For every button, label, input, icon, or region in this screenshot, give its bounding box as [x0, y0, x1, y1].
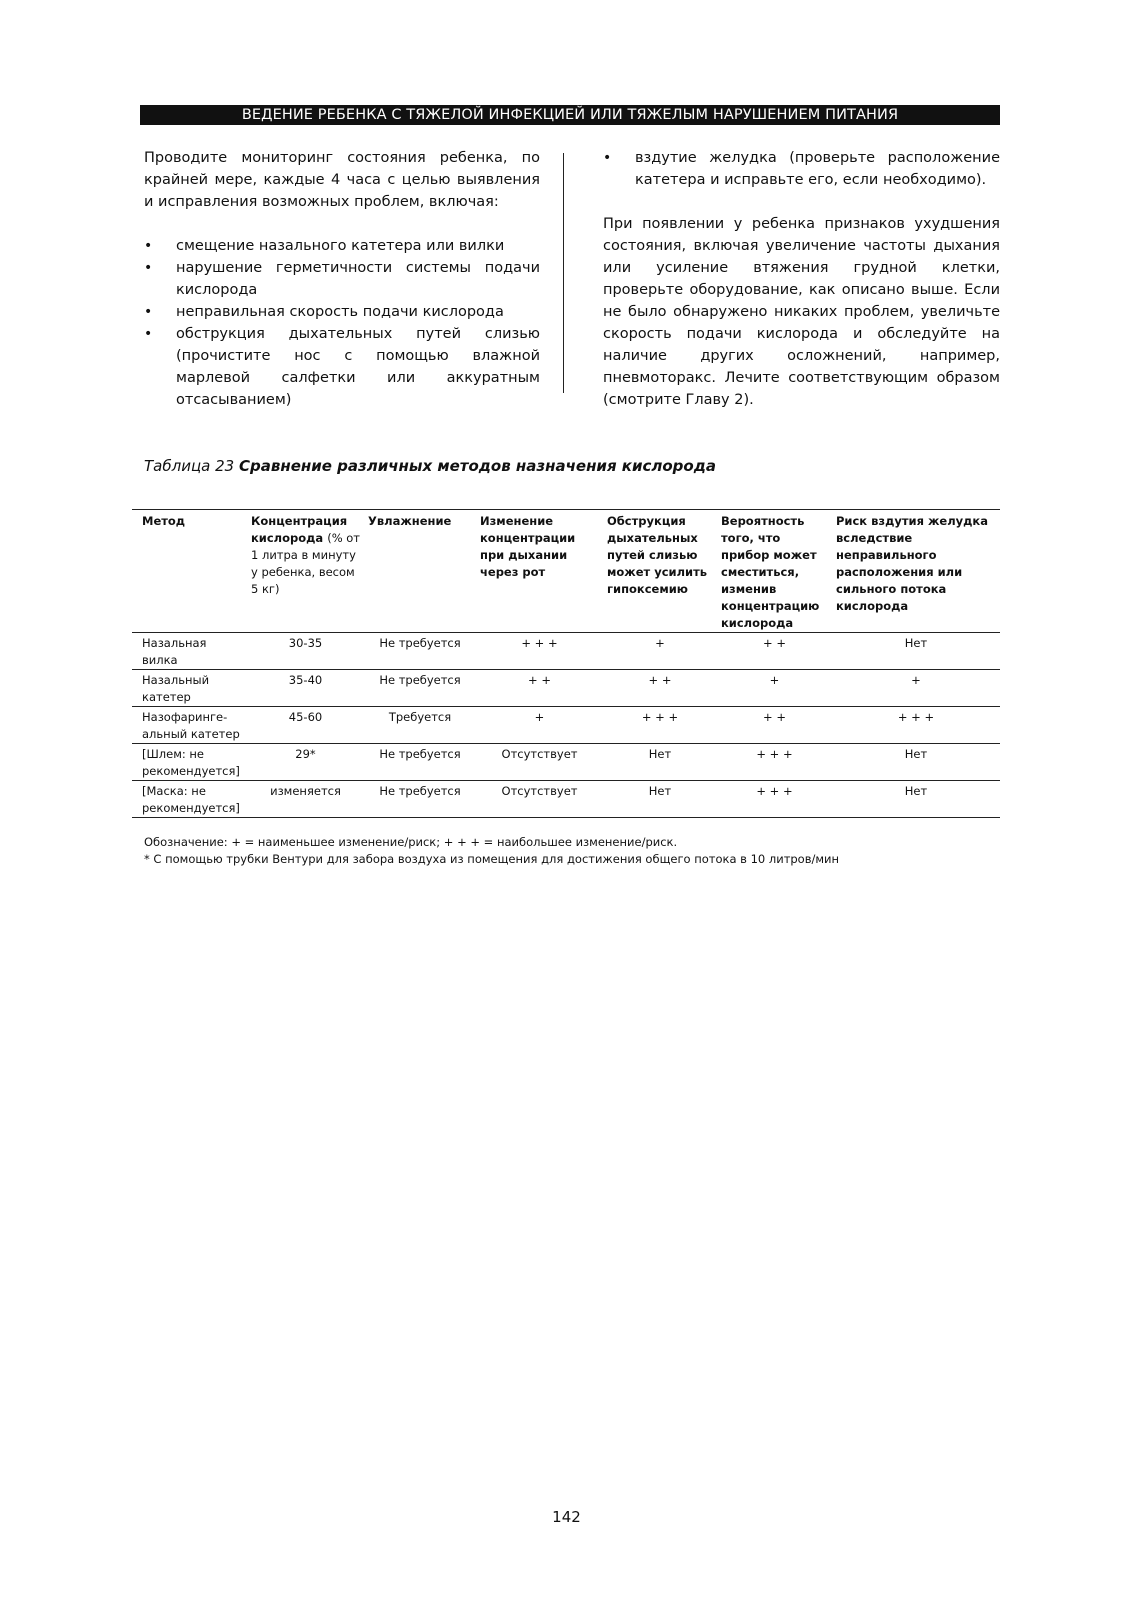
table-header-row [132, 510, 1000, 633]
left-column [144, 147, 540, 411]
cell-change: + + [528, 673, 551, 687]
cell-risk: + [911, 673, 921, 687]
table-notes [144, 834, 839, 868]
cell-probability: + + [763, 636, 786, 650]
cell-change: Отсутствует [501, 784, 578, 798]
cell-risk: Нет [904, 636, 928, 650]
bullet-icon: • [144, 326, 153, 342]
bullet-icon: • [144, 304, 153, 320]
list-item: • смещение назального катетера или вилки [144, 235, 540, 257]
table-row [132, 707, 1000, 744]
right-column [603, 147, 1000, 411]
cell-probability: + + + [756, 747, 793, 761]
cell-humidification: Не требуется [379, 636, 461, 650]
cell-humidification: Требуется [388, 710, 452, 724]
list-item: • неправильная скорость подачи кислорода [144, 301, 540, 323]
cell-method: Назальный катетер [142, 673, 210, 704]
cell-probability: + + + [756, 784, 793, 798]
cell-concentration: изменяется [270, 784, 341, 798]
problem-list-continued [603, 147, 1000, 191]
chapter-banner: ВЕДЕНИЕ РЕБЕНКА С ТЯЖЕЛОЙ ИНФЕКЦИЕЙ ИЛИ ТЯЖЕЛЫМ НАРУШЕНИЕМ ПИТАНИЯ [140, 105, 1000, 125]
cell-concentration: 29* [295, 747, 316, 761]
cell-method: Назофаринге-альный катетер [142, 710, 240, 741]
cell-humidification: Не требуется [379, 784, 461, 798]
cell-change: Отсутствует [501, 747, 578, 761]
table-caption [144, 457, 716, 475]
header-method: Метод [142, 514, 186, 528]
header-change: Изменение концентрации при дыхании через рот [480, 514, 576, 579]
cell-humidification: Не требуется [379, 747, 461, 761]
header-risk: Риск вздутия желудка вследствие неправильного расположения или сильного потока кислорода [836, 514, 988, 613]
bullet-icon: • [144, 260, 153, 276]
page-number: 142 [552, 1508, 581, 1526]
cell-change: + [534, 710, 545, 724]
cell-obstruction: + + + [641, 710, 679, 724]
list-item: • вздутие желудка (проверьте расположение катетера и исправьте его, если необходимо). [603, 147, 1000, 191]
cell-obstruction: Нет [648, 784, 672, 798]
cell-concentration: 35-40 [288, 673, 323, 687]
header-concentration: Концентрация кислорода (% от 1 литра в минуту у ребенка, весом 5 кг) [251, 514, 361, 596]
cell-risk: + + + [897, 710, 935, 724]
table-caption-label: Таблица 23 [144, 457, 235, 475]
table-legend: Обозначение: + = наименьшее изменение/риск; + + + = наибольшее изменение/риск. [144, 835, 678, 849]
intro-paragraph: Проводите мониторинг состояния ребенка, по крайней мере, каждые 4 часа с целью выявления и исправления возможных проблем, включая: [144, 150, 540, 210]
problem-list [144, 235, 540, 411]
table-caption-title: Сравнение различных методов назначения кислорода [238, 457, 716, 475]
list-item: • нарушение герметичности системы подачи кислорода [144, 257, 540, 301]
table-row [132, 633, 1000, 670]
cell-risk: Нет [904, 747, 928, 761]
header-obstruction: Обструкция дыхательных путей слизью может усилить гипоксемию [607, 514, 708, 596]
table-row [132, 744, 1000, 781]
column-divider [563, 153, 564, 393]
cell-concentration: 30-35 [288, 636, 323, 650]
cell-concentration: 45-60 [288, 710, 323, 724]
table-row [132, 670, 1000, 707]
oxygen-methods-table [132, 509, 1000, 818]
cell-method: [Шлем: не рекомендуется] [142, 747, 240, 778]
cell-change: + + + [521, 636, 558, 650]
cell-obstruction: + + [648, 673, 672, 687]
cell-risk: Нет [904, 784, 928, 798]
cell-obstruction: + [655, 636, 665, 650]
cell-probability: + + [763, 710, 786, 724]
cell-method: Назальная вилка [142, 636, 207, 667]
header-humidification: Увлажнение [368, 514, 452, 528]
deterioration-paragraph: При появлении у ребенка признаков ухудшения состояния, включая увеличение частоты дыхания или усиление втяжения грудной клетки, проверьте оборудование, как описано выше. Если не было обнаружено никаких проблем, увеличьте скорость подачи кислорода и обследуйте на наличие других осложнений, например, пневмоторакс. Лечите соответствующим образом (смотрите Главу 2). [603, 216, 1000, 408]
list-item: • обструкция дыхательных путей слизью (прочистите нос с помощью влажной марлевой салфетки или аккуратным отсасыванием) [144, 323, 540, 411]
table-row [132, 781, 1000, 818]
cell-obstruction: Нет [648, 747, 672, 761]
cell-probability: + [769, 673, 780, 687]
header-probability: Вероятность того, что прибор может сместиться, изменив концентрацию кислорода [721, 514, 820, 630]
bullet-icon: • [603, 150, 612, 166]
table-footnote: * С помощью трубки Вентури для забора воздуха из помещения для достижения общего потока в 10 литров/мин [144, 852, 840, 866]
cell-humidification: Не требуется [379, 673, 461, 687]
cell-method: [Маска: не рекомендуется] [142, 784, 240, 815]
bullet-icon: • [144, 238, 153, 254]
